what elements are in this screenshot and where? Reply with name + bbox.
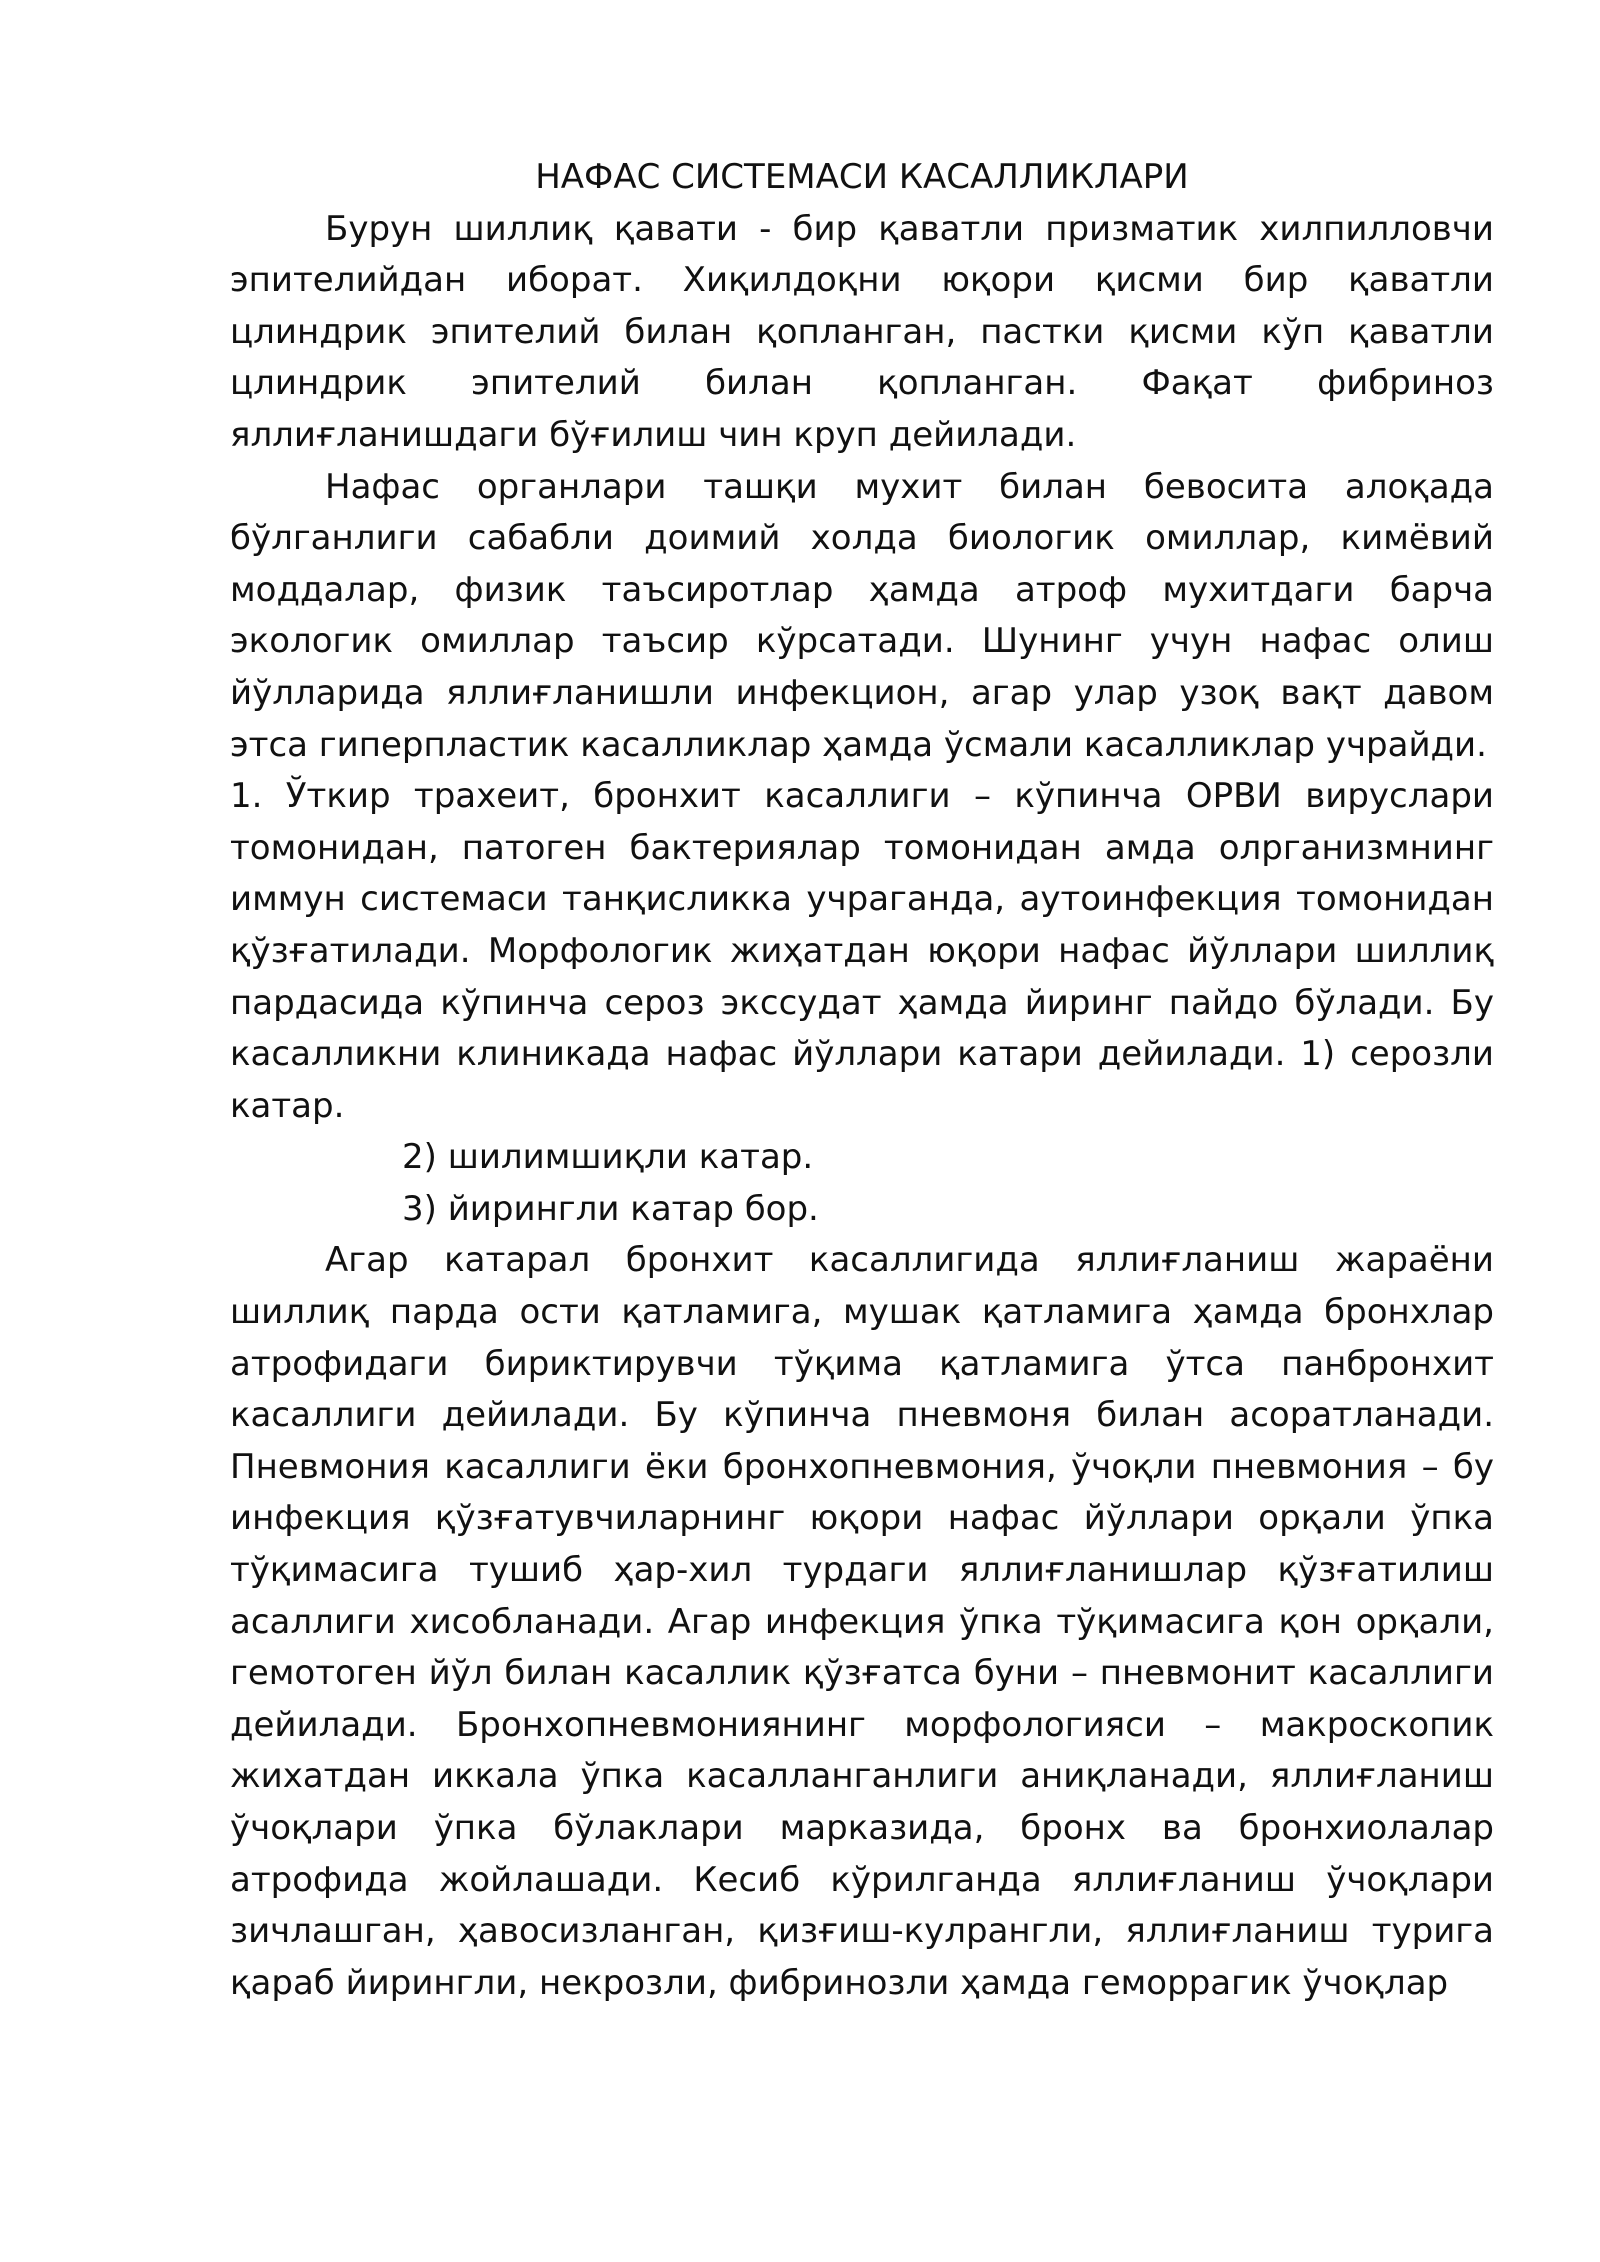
paragraph-respiratory-organs: Нафас органлари ташқи мухит билан бевосита алоқада бўлганлиги сабабли доимий холда биологик омиллар, кимёвий моддалар, физик таъсиротлар ҳамда атроф мухитдаги барча экологик омиллар таъсир кўрсатади. Шунинг учун нафас олиш йўлларида яллиғланишли инфекцион, агар улар узоқ вақт давом этса гиперпластик касалликлар ҳамда ўсмали касалликлар учрайди.: [230, 466, 1494, 765]
paragraph-acute-tracheitis: 1. Ўткир трахеит, бронхит касаллиги – кўпинча ОРВИ вируслари томонидан, патоген бактериялар томонидан амда олрганизмнинг иммун системаси танқисликка учраганда, аутоинфекция томонидан қўзғатилади. Морфологик жиҳатдан юқори нафас йўллари шиллиқ пардасида кўпинча сероз экссудат ҳамда йиринг пайдо бўлади. Бу касалликни клиникада нафас йўллари катари дейилади. 1) серозли катар.: [230, 776, 1494, 1126]
document-title: НАФАС СИСТЕМАСИ КАСАЛЛИКЛАРИ: [535, 157, 1189, 197]
paragraph-nasal-mucosa: Бурун шиллиқ қавати - бир қаватли призматик хилпилловчи эпителийдан иборат. Хиқилдоқни юқори қисми бир қаватли цлиндрик эпителий билан қопланган, пастки қисми кўп қаватли цлиндрик эпителий билан қопланган. Фақат фибриноз яллиғланишдаги бўғилиш чин круп дейилади.: [230, 208, 1494, 455]
document-page: [230, 152, 1494, 2009]
list-item-purulent-catarrh: 3) йирингли катар бор.: [402, 1188, 819, 1229]
list-item-mucous-catarrh: 2) шилимшиқли катар.: [402, 1137, 814, 1178]
paragraph-catarrhal-bronchitis: Агар катарал бронхит касаллигида яллиғланиш жараёни шиллиқ парда ости қатламига, мушак қатламига ҳамда бронхлар атрофидаги бириктирувчи тўқима қатламига ўтса панбронхит касаллиги дейилади. Бу кўпинча пневмоня билан асоратланади. Пневмония касаллиги ёки бронхопневмония, ўчоқли пневмония – бу инфекция қўзғатувчиларнинг юқори нафас йўллари орқали ўпка тўқимасига тушиб ҳар-хил турдаги яллиғланишлар қўзғатилиш асаллиги хисобланади. Агар инфекция ўпка тўқимасига қон орқали, гемотоген йўл билан касаллик қўзғатса буни – пневмонит касаллиги дейилади. Бронхопневмониянинг морфологияси – макроскопик жихатдан иккала ўпка касалланганлиги аниқланади, яллиғланиш ўчоқлари ўпка бўлаклари марказида, бронх ва бронхиолалар атрофида жойлашади. Кесиб кўрилганда яллиғланиш ўчоқлари зичлашган, ҳавосизланган, қизғиш-кулрангли, яллиғланиш турига қараб йирингли, некрозли, фибринозли ҳамда геморрагик ўчоқлар: [230, 1240, 1494, 2003]
